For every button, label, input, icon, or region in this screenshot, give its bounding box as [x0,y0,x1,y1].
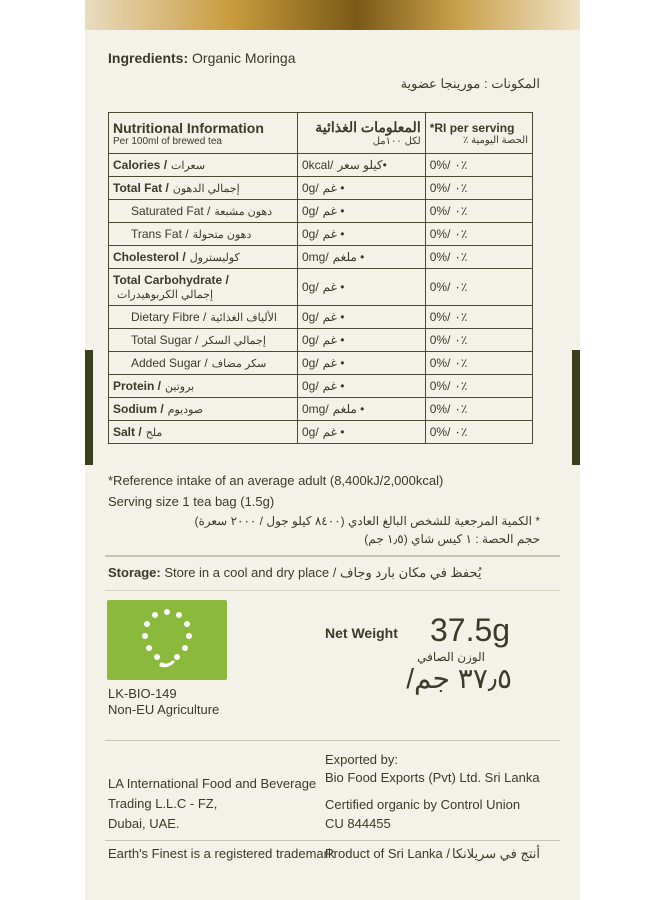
nutrient-value [297,421,425,444]
certified-organic: Certified organic by Control Union [325,797,521,812]
nutrient-ri [425,154,532,177]
nutrient-value-en: 0mg/ [301,402,329,416]
exporter-name: Bio Food Exports (Pvt) Ltd. Sri Lanka [325,770,540,785]
nutrient-name [109,329,298,352]
nutrient-value-ar: • غم [322,280,345,294]
importer-line-2: Trading L.L.C - FZ, [108,796,218,811]
nutrient-name [109,352,298,375]
nutrient-value-en: 0g/ [301,227,319,241]
nutrient-ri [425,246,532,269]
nutrient-value-en: 0g/ [301,181,319,195]
nutrient-name-en: Protein / [113,379,162,393]
nutrient-value [297,154,425,177]
exporter-label: Exported by: [325,752,398,767]
nutrient-value [297,269,425,306]
nutrient-name [109,375,298,398]
nutrient-value-ar: • ملغم [332,250,365,264]
storage-line [108,565,481,581]
nutrient-ri-en: 0%/ [429,379,451,393]
product-origin: Product of Sri Lanka / [325,846,451,861]
nutrient-value [297,246,425,269]
nutrient-name-ar: ملح [145,427,163,439]
nutrition-header-ar [297,113,425,154]
nutrient-ri-en: 0%/ [429,425,451,439]
importer-line-1: LA International Food and Beverage [108,776,317,791]
nutrient-ri [425,329,532,352]
nutrient-name [109,246,298,269]
nutrient-ri-ar: ٠٪ [454,227,468,241]
nutrient-name-ar: إجمالي الكربوهيدرات [117,289,214,301]
nutrient-ri-en: 0%/ [429,356,451,370]
nutrient-name-ar: إجمالي السكر [202,335,266,347]
nutrient-name-en: Saturated Fat / [131,204,211,218]
nutrition-row [109,154,533,177]
nutrient-ri-ar: ٠٪ [454,280,468,294]
nutrient-ri [425,398,532,421]
gold-band [85,0,580,30]
nutrient-ri-ar: ٠٪ [454,333,468,347]
nutrient-value [297,177,425,200]
nutrition-row [109,269,533,306]
nutrient-name-en: Total Sugar / [131,333,199,347]
nutrient-value-en: 0g/ [301,356,319,370]
nutrient-value-ar: • غم [322,356,345,370]
nutrient-value-ar: • ملغم [332,402,365,416]
nutrient-name-ar: دهون مشبعة [214,206,273,218]
nutrient-ri-en: 0%/ [429,227,451,241]
ri-header [425,113,532,154]
nutrient-ri-ar: ٠٪ [454,250,468,264]
nutrient-value-ar: • غم [322,204,345,218]
control-union-code: CU 844455 [325,816,391,831]
ri-title-ar: الحصة اليومية ٪ [463,134,528,146]
net-weight-label: Net Weight [325,625,398,641]
exporter-divider [105,740,560,741]
nutrient-value [297,223,425,246]
nutrient-name-ar: سكر مضاف [211,358,267,370]
nutrient-ri-ar: ٠٪ [454,310,468,324]
nutrient-name [109,177,298,200]
nutrition-row [109,200,533,223]
reference-note: *Reference intake of an average adult (8,400kJ/2,000kcal) [108,473,444,488]
nutrient-name-en: Calories / [113,158,168,172]
storage-divider [105,555,560,557]
nutrient-value-en: 0g/ [301,280,319,294]
nutrition-row [109,398,533,421]
nutrient-name-en: Dietary Fibre / [131,310,207,324]
nutrient-value [297,375,425,398]
nutrition-row [109,375,533,398]
nutrient-value [297,306,425,329]
nutrient-ri-en: 0%/ [429,310,451,324]
ingredients-value: Organic Moringa [192,50,296,66]
nutrient-value-ar: • غم [322,310,345,324]
nutrient-value-ar: •كيلو سعر [337,158,387,172]
nutrition-subtitle-ar: لكل ١٠٠مل [372,136,421,147]
nutrient-name-ar: بروتين [165,381,195,393]
nutrient-ri-ar: ٠٪ [454,425,468,439]
nutrient-name-ar: كوليسترول [189,252,240,264]
nutrient-ri-ar: ٠٪ [454,356,468,370]
serving-size: Serving size 1 tea bag (1.5g) [108,494,275,509]
label-panel [85,0,580,900]
reference-note-arabic: * الكمية المرجعية للشخص البالغ العادي (٨٤٠٠ كيلو جول / ٢٠٠٠ سعرة) [194,514,540,528]
nutrient-value-en: 0g/ [301,204,319,218]
ingredients-label: Ingredients: [108,50,189,66]
nutrient-value-en: 0kcal/ [301,158,334,172]
nutrient-ri [425,177,532,200]
nutrient-name-en: Added Sugar / [131,356,208,370]
storage-label: Storage: [108,565,161,580]
nutrition-header-row [109,113,533,154]
nutrient-name [109,306,298,329]
nutrition-row [109,329,533,352]
nutrient-value [297,352,425,375]
storage-divider-bottom [105,590,560,591]
certification-origin: Non-EU Agriculture [108,702,220,717]
nutrient-value-en: 0g/ [301,333,319,347]
ri-title: *RI per serving [429,120,515,135]
nutrient-value-ar: • غم [322,227,345,241]
serving-size-arabic: حجم الحصة : ١ كيس شاي (١٫٥ جم) [364,532,540,546]
nutrition-subtitle: Per 100ml of brewed tea [113,135,222,147]
nutrient-name-en: Trans Fat / [131,227,189,241]
nutrient-value-ar: • غم [322,181,345,195]
nutrient-ri-en: 0%/ [429,181,451,195]
nutrient-name-en: Salt / [113,425,142,439]
nutrient-ri [425,375,532,398]
importer-line-3: Dubai, UAE. [108,816,180,831]
nutrient-value-ar: • غم [322,425,345,439]
nutrient-ri-en: 0%/ [429,204,451,218]
nutrient-name-en: Total Fat / [113,181,169,195]
nutrition-row [109,352,533,375]
footer-divider [105,840,560,841]
nutrient-name [109,200,298,223]
nutrient-ri [425,223,532,246]
nutrient-value [297,398,425,421]
nutrient-ri-ar: ٠٪ [454,181,468,195]
nutrient-name-ar: سعرات [171,160,206,172]
net-weight-value: 37.5g [430,612,511,648]
storage-arabic: يُحفظ في مكان بارد وجاف [339,565,482,580]
product-origin-arabic: أنتج في سريلانكا [451,846,540,861]
nutrition-row [109,177,533,200]
nutrient-ri-en: 0%/ [429,333,451,347]
nutrition-table [108,112,533,444]
nutrient-name [109,398,298,421]
nutrient-value [297,200,425,223]
nutrient-name [109,154,298,177]
nutrient-name [109,223,298,246]
nutrient-ri-ar: ٠٪ [454,402,468,416]
nutrient-ri [425,200,532,223]
ingredients-arabic: المكونات : مورينجا عضوية [400,76,540,91]
net-weight-value-arabic: ٣٧٫٥ جم/ [406,663,512,694]
right-dark-bar [572,350,580,465]
eu-organic-leaf-logo [107,600,227,680]
nutrient-ri [425,306,532,329]
nutrient-value [297,329,425,352]
nutrition-title: Nutritional Information [113,119,264,136]
nutrient-ri [425,421,532,444]
nutrient-name [109,421,298,444]
nutrient-ri-ar: ٠٪ [454,204,468,218]
nutrition-row [109,306,533,329]
ingredients-line [108,50,296,66]
nutrient-name-ar: إجمالي الدهون [172,183,240,195]
certification-code: LK-BIO-149 [108,686,177,701]
nutrient-ri-en: 0%/ [429,158,451,172]
nutrient-name-ar: دهون متحولة [192,229,252,241]
nutrient-ri-ar: ٠٪ [454,379,468,393]
nutrition-header-en [109,113,298,154]
left-dark-bar [85,350,93,465]
nutrient-ri [425,269,532,306]
nutrient-value-en: 0mg/ [301,250,329,264]
nutrient-name-ar: الألياف الغذائية [210,312,277,324]
net-weight-label-arabic: الوزن الصافي [417,650,485,664]
nutrition-row [109,223,533,246]
nutrient-ri-en: 0%/ [429,402,451,416]
nutrient-ri-ar: ٠٪ [454,158,468,172]
nutrient-value-ar: • غم [322,333,345,347]
nutrient-name-en: Total Carbohydrate / [113,273,229,287]
nutrient-name [109,269,298,306]
nutrient-name-ar: صوديوم [167,404,204,416]
nutrient-value-ar: • غم [322,379,345,393]
nutrient-ri [425,352,532,375]
trademark-note: Earth's Finest is a registered trademark [108,846,335,861]
nutrition-title-ar: المعلومات الغذائية [315,119,421,135]
nutrient-value-en: 0g/ [301,310,319,324]
nutrient-name-en: Sodium / [113,402,164,416]
nutrition-body [109,154,533,444]
nutrient-ri-en: 0%/ [429,280,451,294]
nutrient-ri-en: 0%/ [429,250,451,264]
nutrition-row [109,246,533,269]
storage-value: Store in a cool and dry place / [164,565,337,580]
nutrient-value-en: 0g/ [301,425,319,439]
nutrition-row [109,421,533,444]
nutrient-name-en: Cholesterol / [113,250,186,264]
nutrient-value-en: 0g/ [301,379,319,393]
